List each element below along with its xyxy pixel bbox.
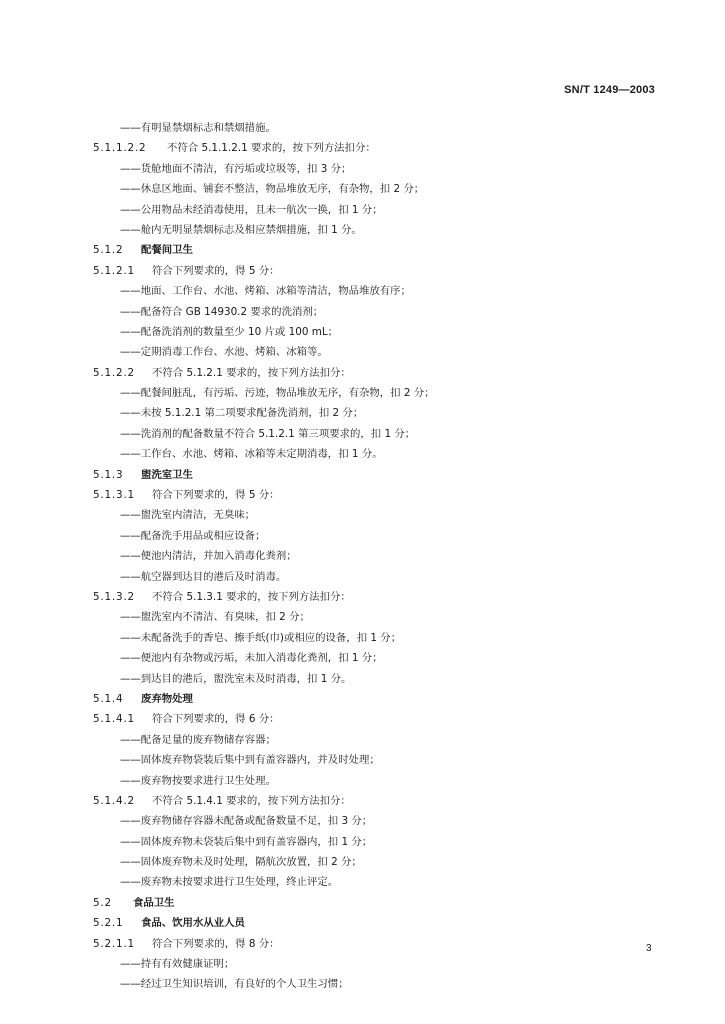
bullet-text: ——经过卫生知识培训，有良好的个人卫生习惯； <box>120 978 349 991</box>
clause-number: 5.1.2.1 <box>93 264 135 277</box>
bullet-text: ——便池内有杂物或污垢，未加入消毒化粪剂，扣 1 分； <box>120 652 383 665</box>
clause-text: 盥洗室卫生 <box>141 468 193 481</box>
clause-line <box>0 363 725 383</box>
clause-text: 符合下列要求的，得 6 分： <box>152 713 280 726</box>
bullet-line <box>0 281 725 301</box>
bullet-text: ——便池内清洁，并加入消毒化粪剂； <box>120 550 297 563</box>
bullet-text: ——固体废弃物未袋装后集中到有盖容器内，扣 1 分； <box>120 835 373 848</box>
clause-line <box>0 913 725 933</box>
bullet-text: ——盥洗室内清洁，无臭味； <box>120 509 256 522</box>
bullet-line <box>0 567 725 587</box>
clause-line <box>0 689 725 709</box>
bullet-text: ——有明显禁烟标志和禁烟措施。 <box>120 122 276 134</box>
bullet-line <box>0 628 725 648</box>
bullet-line <box>0 730 725 750</box>
clause-number: 5.1.3.1 <box>93 489 135 502</box>
bullet-text: ——到达目的港后，盥洗室未及时消毒，扣 1 分。 <box>120 672 352 685</box>
document-body <box>0 118 725 995</box>
bullet-line <box>0 852 725 872</box>
bullet-line <box>0 771 725 791</box>
bullet-text: ——固体废弃物未及时处理，隔航次放置，扣 2 分； <box>120 856 362 869</box>
bullet-text: ——配备洗消剂的数量至少 10 片或 100 mL； <box>120 325 339 338</box>
clause-text: 符合下列要求的，得 8 分： <box>152 937 280 950</box>
bullet-line <box>0 974 725 994</box>
clause-line <box>0 709 725 729</box>
bullet-text: ——废弃物按要求进行卫生处理。 <box>120 774 276 787</box>
bullet-line <box>0 607 725 627</box>
clause-line <box>0 465 725 485</box>
clause-text: 不符合 5.1.1.2.1 要求的，按下列方法扣分： <box>167 142 376 155</box>
page-number: 3 <box>646 943 652 954</box>
bullet-line <box>0 832 725 852</box>
bullet-line <box>0 669 725 689</box>
bullet-text: ——配餐间脏乱，有污垢、污迹，物品堆放无序，有杂物，扣 2 分； <box>120 387 435 400</box>
bullet-line <box>0 179 725 199</box>
clause-line <box>0 934 725 954</box>
bullet-text: ——航空器到达目的港后及时消毒。 <box>120 570 287 583</box>
clause-number: 5.1.4.2 <box>93 794 135 807</box>
clause-line <box>0 893 725 913</box>
clause-text: 符合下列要求的，得 5 分： <box>152 489 280 502</box>
clause-text: 配餐间卫生 <box>141 244 193 257</box>
clause-line <box>0 587 725 607</box>
clause-line <box>0 261 725 281</box>
bullet-line <box>0 342 725 362</box>
clause-text: 不符合 5.1.4.1 要求的，按下列方法扣分： <box>152 794 351 807</box>
bullet-text: ——工作台、水池、烤箱、冰箱等未定期消毒，扣 1 分。 <box>120 448 383 461</box>
bullet-line <box>0 118 725 138</box>
bullet-text: ——盥洗室内不清洁、有臭味，扣 2 分； <box>120 611 310 624</box>
bullet-text: ——配备洗手用品或相应设备； <box>120 529 266 542</box>
bullet-text: ——未按 5.1.2.1 第二项要求配备洗消剂，扣 2 分； <box>120 407 364 420</box>
bullet-text: ——舱内无明显禁烟标志及相应禁烟措施，扣 1 分。 <box>120 223 362 236</box>
bullet-text: ——地面、工作台、水池、烤箱、冰箱等清洁，物品堆放有序； <box>120 285 411 298</box>
clause-number: 5.2 <box>93 896 112 909</box>
bullet-line <box>0 424 725 444</box>
bullet-line <box>0 383 725 403</box>
bullet-line <box>0 811 725 831</box>
clause-number: 5.1.3 <box>93 468 124 481</box>
bullet-text: ——配备足量的废弃物储存容器； <box>120 733 276 746</box>
bullet-text: ——定期消毒工作台、水池、烤箱、冰箱等。 <box>120 346 328 359</box>
clause-line <box>0 138 725 158</box>
bullet-line <box>0 159 725 179</box>
clause-text: 不符合 5.1.3.1 要求的，按下列方法扣分： <box>152 590 351 603</box>
clause-number: 5.1.1.2.2 <box>93 142 147 155</box>
bullet-text: ——未配备洗手的香皂、擦手纸(巾)或相应的设备，扣 1 分； <box>120 631 402 644</box>
clause-text: 食品、饮用水从业人员 <box>141 917 245 930</box>
bullet-text: ——废弃物未按要求进行卫生处理，终止评定。 <box>120 876 339 889</box>
clause-number: 5.1.4.1 <box>93 713 135 726</box>
clause-text: 废弃物处理 <box>141 692 193 705</box>
bullet-line <box>0 954 725 974</box>
bullet-text: ——固体废弃物袋装后集中到有盖容器内，并及时处理； <box>120 754 380 767</box>
clause-number: 5.2.1.1 <box>93 937 135 950</box>
bullet-text: ——洗消剂的配备数量不符合 5.1.2.1 第三项要求的，扣 1 分； <box>120 427 416 440</box>
page-header: SN/T 1249—2003 <box>564 84 655 96</box>
bullet-text: ——公用物品未经消毒使用，且未一航次一换，扣 1 分； <box>120 203 383 216</box>
bullet-text: ——休息区地面、铺套不整洁，物品堆放无序，有杂物，扣 2 分； <box>120 183 425 196</box>
bullet-line <box>0 648 725 668</box>
bullet-text: ——持有有效健康证明； <box>120 958 235 971</box>
bullet-text: ——配备符合 GB 14930.2 要求的洗消剂； <box>120 305 324 318</box>
bullet-line <box>0 444 725 464</box>
bullet-line <box>0 220 725 240</box>
clause-text: 食品卫生 <box>133 896 175 909</box>
bullet-line <box>0 322 725 342</box>
bullet-line <box>0 505 725 525</box>
bullet-text: ——废弃物储存容器未配备或配备数量不足，扣 3 分； <box>120 815 373 828</box>
bullet-line <box>0 403 725 423</box>
clause-number: 5.1.2.2 <box>93 366 135 379</box>
bullet-line <box>0 872 725 892</box>
clause-number: 5.2.1 <box>93 917 124 930</box>
bullet-line <box>0 200 725 220</box>
bullet-line <box>0 750 725 770</box>
bullet-text: ——货舱地面不清洁，有污垢或垃圾等，扣 3 分； <box>120 162 352 175</box>
clause-number: 5.1.4 <box>93 692 124 705</box>
clause-number: 5.1.2 <box>93 244 124 257</box>
clause-number: 5.1.3.2 <box>93 590 135 603</box>
bullet-line <box>0 302 725 322</box>
bullet-line <box>0 526 725 546</box>
clause-line <box>0 791 725 811</box>
clause-line <box>0 240 725 260</box>
bullet-line <box>0 546 725 566</box>
clause-text: 不符合 5.1.2.1 要求的，按下列方法扣分： <box>152 366 351 379</box>
clause-line <box>0 485 725 505</box>
clause-text: 符合下列要求的，得 5 分： <box>152 264 280 277</box>
